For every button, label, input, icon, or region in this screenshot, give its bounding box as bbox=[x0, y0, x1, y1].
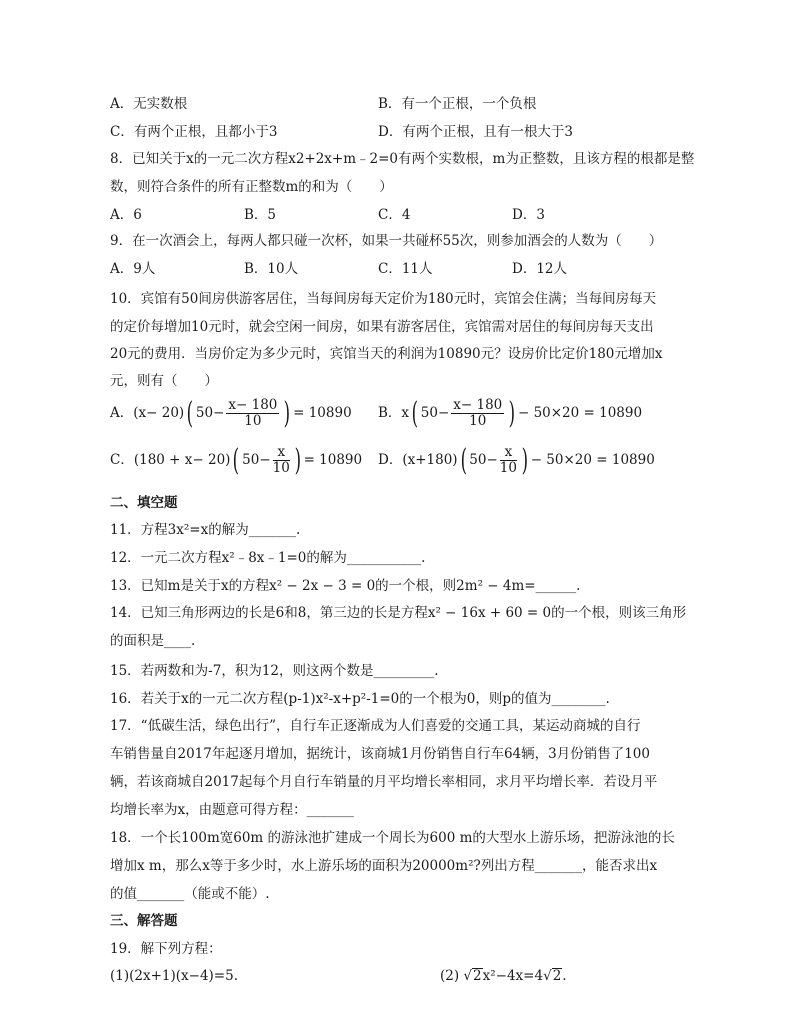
q10-stem-line2: 的定价每增加10元时，就会空闲一间房，如果有游客居住，宾馆需对居住的每间房每天支出 bbox=[110, 319, 654, 335]
q17-line1: 17．“低碳生活，绿色出行”，自行车正逐渐成为人们喜爱的交通工具，某运动商城的自行 bbox=[110, 718, 641, 734]
q8-option-b: B．5 bbox=[244, 207, 277, 223]
q18-line3: 的值_______（能或不能）. bbox=[110, 886, 270, 902]
q18-line1: 18．一个长100m宽60m 的游泳池扩建成一个周长为600 m的大型水上游乐场，把游泳池的长 bbox=[110, 830, 675, 846]
q15: 15．若两数和为-7，积为12，则这两个数是_________. bbox=[110, 663, 439, 679]
q14-line1: 14．已知三角形两边的长是6和8，第三边的长是方程x² − 16x + 60 = 0的一个根，则该三角形 bbox=[110, 605, 687, 621]
section-answer-heading: 三、解答题 bbox=[110, 913, 178, 929]
q10-stem-line1: 10．宾馆有50间房供游客居住，当每间房每天定价为180元时，宾馆会住满；当每间房每天 bbox=[110, 291, 657, 307]
q10-option-a: A．(x− 20)( 50− $\frac{x- 180}{10}$ ) = 10890 bbox=[110, 395, 352, 431]
q16: 16．若关于x的一元二次方程(p-1)x²-x+p²-1=0的一个根为0，则p的值为________. bbox=[110, 691, 610, 707]
q9-option-b: B．10人 bbox=[244, 261, 299, 277]
q17-line2: 车销售量自2017年起逐月增加，据统计，该商城1月份销售自行车64辆，3月份销售了100 bbox=[110, 746, 650, 762]
q19-part2: (2) √2x²−4x=4√2. bbox=[440, 968, 567, 984]
q8-option-a: A．6 bbox=[110, 207, 142, 223]
q10-stem-line3: 20元的费用．当房价定为多少元时，宾馆当天的利润为10890元？设房价比定价180元增加x bbox=[110, 346, 663, 362]
q8-stem-line1: 8．已知关于x的一元二次方程x2+2x+m﹣2=0有两个实数根，m为正整数，且该方程的根都是整 bbox=[110, 151, 695, 167]
q9-stem: 9．在一次酒会上，每两人都只碰一次杯，如果一共碰杯55次，则参加酒会的人数为（ ） bbox=[110, 233, 663, 249]
q10-stem-line4: 元，则有（ ） bbox=[110, 373, 218, 389]
q19-part1: (1)(2x+1)(x−4)=5. bbox=[110, 968, 238, 984]
q9-options bbox=[110, 260, 670, 278]
q9-option-d: D．12人 bbox=[512, 261, 568, 277]
q10-option-c: C．(180 + x− 20)( 50− $\frac{x}{10}$ ) = 10890 bbox=[110, 442, 363, 478]
q18-line2: 增加x m，那么x等于多少时，水上游乐场的面积为20000m²?列出方程_______，能否求出x bbox=[110, 858, 658, 874]
q13: 13．已知m是关于x的方程x² − 2x − 3 = 0的一个根，则2m² − 4m=______. bbox=[110, 578, 581, 594]
q8-option-c: C．4 bbox=[378, 207, 411, 223]
q9-option-c: C．11人 bbox=[378, 261, 433, 277]
section-fill-in-heading: 二、填空题 bbox=[110, 495, 178, 511]
q7-option-d: D．有两个正根，且有一根大于3 bbox=[378, 124, 573, 140]
q8-options bbox=[110, 206, 670, 224]
q8-option-d: D．3 bbox=[512, 207, 545, 223]
q12: 12．一元二次方程x²﹣8x﹣1=0的解为___________. bbox=[110, 550, 426, 566]
q10-option-b: B．x( 50− $\frac{x- 180}{10}$ ) − 50×20 = 10890 bbox=[378, 395, 643, 431]
q7-option-c: C．有两个正根，且都小于3 bbox=[110, 124, 278, 140]
q10-option-d: D．(x+180)( 50− $\frac{x}{10}$ ) − 50×20 = 10890 bbox=[378, 442, 655, 478]
q8-stem-line2: 数，则符合条件的所有正整数m的和为（ ） bbox=[110, 179, 393, 195]
q9-option-a: A．9人 bbox=[110, 261, 156, 277]
q17-line3: 辆，若该商城自2017起每个月自行车销量的月平均增长率相同，求月平均增长率．若设月平 bbox=[110, 774, 658, 790]
q17-line4: 均增长率为x，由题意可得方程：_______ bbox=[110, 802, 354, 818]
q14-line2: 的面积是____. bbox=[110, 633, 196, 649]
q7-option-b: B．有一个正根，一个负根 bbox=[378, 96, 537, 112]
q11: 11．方程3x²=x的解为_______. bbox=[110, 522, 301, 538]
q7-option-a: A．无实数根 bbox=[110, 96, 188, 112]
q19-title: 19．解下列方程： bbox=[110, 941, 222, 957]
